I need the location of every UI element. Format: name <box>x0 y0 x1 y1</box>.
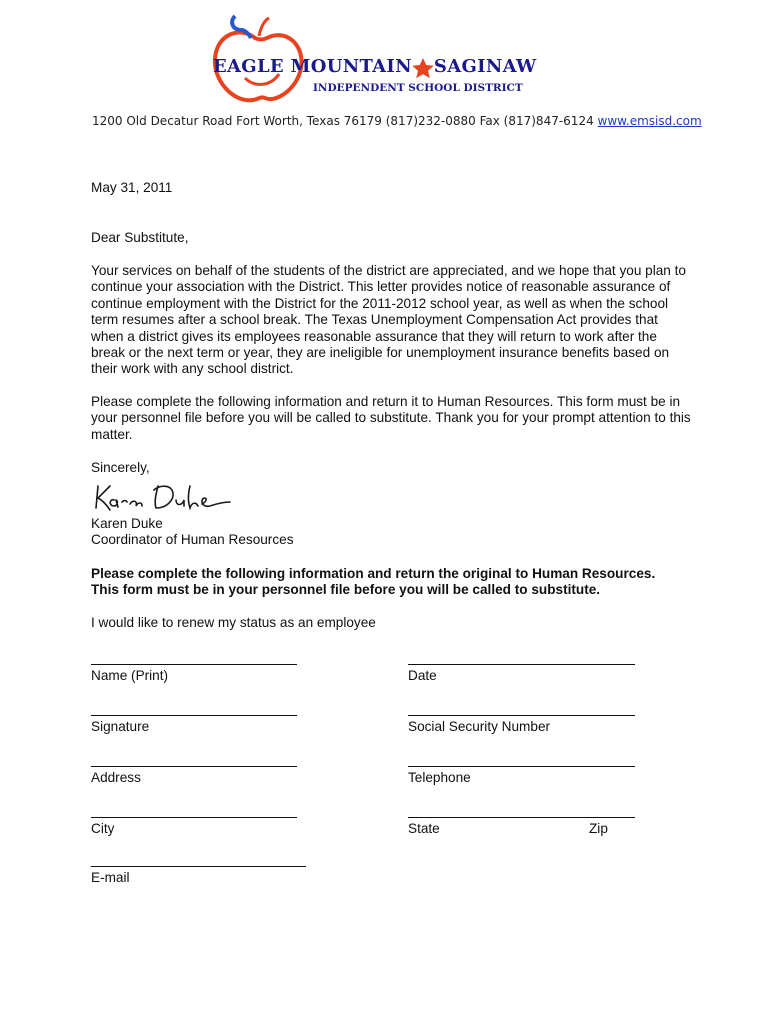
signature-label: Signature <box>91 719 150 734</box>
signature-line[interactable] <box>91 715 297 716</box>
form-instructions-line-2: This form must be in your personnel file before you will be called to substitute. <box>91 582 601 597</box>
telephone-label: Telephone <box>408 770 471 785</box>
address-label: Address <box>91 770 141 785</box>
website-link[interactable]: www.emsisd.com <box>597 114 702 128</box>
salutation: Dear Substitute, <box>91 230 189 245</box>
telephone-line[interactable] <box>408 766 635 767</box>
signer-title: Coordinator of Human Resources <box>91 532 294 547</box>
body-paragraph-2: Please complete the following information and return it to Human Resources. This form must be in your personnel file before you will be called to substitute. Thank you for your prompt attention to this matter. <box>91 394 691 442</box>
district-address <box>92 114 702 128</box>
logo-title: EAGLE MOUNTAIN SAGINAW <box>213 56 537 77</box>
closing: Sincerely, <box>91 460 150 475</box>
letter-date: May 31, 2011 <box>91 180 173 195</box>
renew-statement: I would like to renew my status as an employee <box>91 615 376 630</box>
state-label: State <box>408 821 440 836</box>
state-zip-line[interactable] <box>408 817 635 818</box>
email-line[interactable] <box>91 866 306 867</box>
city-label: City <box>91 821 115 836</box>
signature-icon <box>92 480 242 516</box>
address-text: 1200 Old Decatur Road Fort Worth, Texas 76179 (817)232-0880 Fax (817)847-6124 <box>92 114 594 128</box>
signer-name: Karen Duke <box>91 516 163 531</box>
district-logo <box>205 8 535 108</box>
handwritten-signature <box>92 480 242 516</box>
body-paragraph-1: Your services on behalf of the students of the district are appreciated, and we hope that you plan to continue your association with the District. This letter provides notice of reasonable assurance of continue employment with the District for the 2011-2012 school year, as well as when the school term resumes after a school break. The Texas Unemployment Compensation Act provides that when a district gives its employees reasonable assurance that they will return to work after the break or the next term or year, they are ineligible for unemployment insurance benefits based on their work with any school district. <box>91 263 686 377</box>
email-label: E-mail <box>91 870 130 885</box>
address-line[interactable] <box>91 766 297 767</box>
ssn-line[interactable] <box>408 715 635 716</box>
ssn-label: Social Security Number <box>408 719 551 734</box>
date-label: Date <box>408 668 437 683</box>
logo-subtitle: INDEPENDENT SCHOOL DISTRICT <box>313 82 523 94</box>
city-line[interactable] <box>91 817 297 818</box>
name-label: Name (Print) <box>91 668 169 683</box>
form-instructions-line-1: Please complete the following information and return the original to Human Resources. <box>91 566 656 581</box>
zip-label: Zip <box>589 821 608 836</box>
name-line[interactable] <box>91 664 297 665</box>
date-line[interactable] <box>408 664 635 665</box>
